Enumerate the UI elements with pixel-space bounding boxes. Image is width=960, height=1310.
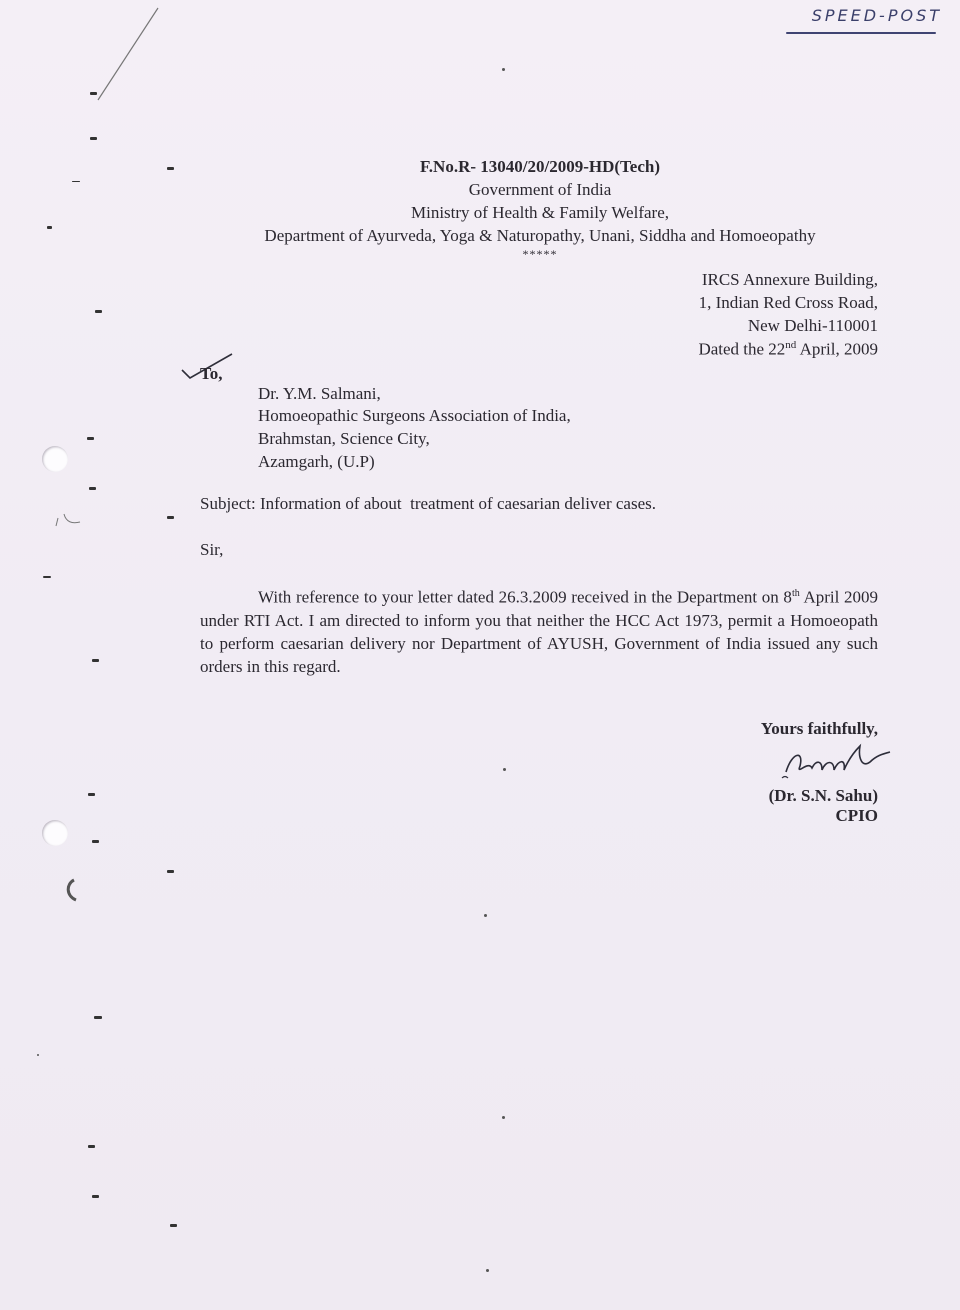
margin-mark: [95, 310, 102, 313]
margin-mark: [89, 487, 96, 490]
speck: [502, 1116, 505, 1119]
recipient-name: Dr. Y.M. Salmani,: [258, 384, 381, 403]
margin-mark: [92, 659, 99, 662]
margin-mark: [167, 870, 174, 873]
department-line: Department of Ayurveda, Yoga & Naturopathy, Unani, Siddha and Homoeopathy: [264, 226, 816, 245]
speck: [502, 68, 505, 71]
valediction: Yours faithfully,: [760, 719, 878, 738]
body-paragraph: [200, 582, 878, 678]
separator-stars: *****: [522, 247, 558, 261]
ministry-line: Ministry of Health & Family Welfare,: [411, 203, 669, 222]
margin-pen-stroke: [90, 4, 170, 104]
margin-mark: [43, 576, 51, 578]
subject-line: Subject: Information of about treatment of caesarian deliver cases.: [200, 494, 656, 513]
margin-mark: [47, 226, 52, 229]
body-text-part-1: With reference to your letter dated 26.3.2009 received in the Department on 8: [258, 587, 792, 607]
margin-mark: [88, 793, 95, 796]
speck: [503, 768, 506, 771]
recipient-city: Azamgarh, (U.P): [258, 452, 375, 471]
signatory-designation: CPIO: [835, 806, 878, 825]
margin-mark: [72, 181, 80, 182]
date-line: [698, 339, 878, 360]
date-prefix: Dated the 22: [698, 339, 786, 359]
handwritten-underline: [786, 32, 936, 34]
margin-mark: [92, 1195, 99, 1198]
file-number: F.No.R- 13040/20/2009-HD(Tech): [419, 157, 661, 176]
margin-mark: [88, 1145, 95, 1148]
speck: [486, 1269, 489, 1272]
signatory-name: (Dr. S.N. Sahu): [768, 786, 878, 805]
address-line-2: 1, Indian Red Cross Road,: [698, 293, 878, 312]
margin-mark: [87, 437, 94, 440]
date-ordinal: nd: [785, 339, 797, 351]
margin-mark: [90, 92, 97, 95]
margin-mark: [167, 516, 174, 519]
handwritten-note: SPEED-POST: [811, 6, 942, 25]
speck: [37, 1054, 39, 1056]
government-line: Government of India: [468, 180, 612, 199]
salutation: Sir,: [200, 540, 224, 559]
smudge-mark: [50, 508, 90, 532]
margin-mark: [94, 1016, 102, 1019]
margin-mark: [90, 137, 97, 140]
recipient-organisation: Homoeopathic Surgeons Association of India,: [258, 406, 571, 425]
punch-hole-top: [42, 446, 68, 472]
smudge-mark: [60, 876, 90, 904]
body-text-part-2: April 2009 under RTI Act. I am directed to inform you that neither the HCC Act 1973, permit a Homoeopath to perform caesarian delivery nor Department of AYUSH, Government of India issued any such orders in this regard.: [200, 587, 878, 676]
margin-mark: [170, 1224, 177, 1227]
handwritten-signature: [778, 742, 898, 782]
speck: [484, 914, 487, 917]
margin-mark: [167, 167, 174, 170]
to-label: To,: [200, 364, 223, 383]
date-suffix: April, 2009: [796, 339, 878, 359]
address-line-3: New Delhi-110001: [747, 316, 878, 335]
punch-hole-bottom: [42, 820, 68, 846]
recipient-place: Brahmstan, Science City,: [258, 429, 430, 448]
address-line-1: IRCS Annexure Building,: [701, 270, 878, 289]
body-ordinal: th: [791, 588, 800, 599]
margin-mark: [92, 840, 99, 843]
